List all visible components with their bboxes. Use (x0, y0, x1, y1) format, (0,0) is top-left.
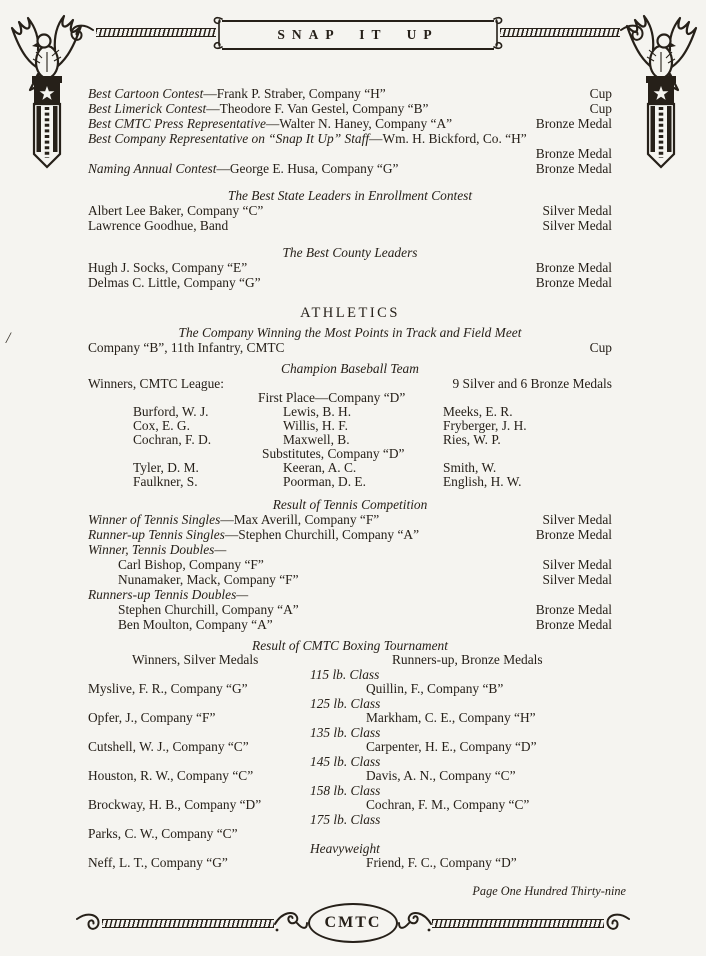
award-row (88, 131, 612, 146)
leader-name: Delmas C. Little, Company “G” (88, 275, 261, 290)
leader-row (88, 260, 612, 275)
footer-scroll-right-icon (398, 908, 432, 938)
player-name: Keeran, A. C. (283, 460, 357, 475)
footer-curl-right-icon (604, 911, 630, 935)
rope-curl-right-icon (620, 22, 646, 46)
tennis-category: Winner, Tennis Doubles— (88, 542, 227, 557)
baseball-player-row (88, 405, 612, 419)
page-content (88, 86, 612, 871)
leader-name: Hugh J. Socks, Company “E” (88, 260, 248, 275)
boxing-result-row (88, 798, 612, 812)
page-number: Page One Hundred Thirty-nine (472, 884, 626, 898)
tennis-medal: Silver Medal (542, 557, 612, 572)
tennis-player: Nunamaker, Mack, Company “F” (118, 572, 299, 587)
rope-rule-right (500, 28, 620, 37)
player-name: Lewis, B. H. (283, 404, 352, 419)
award-title: Best Cartoon Contest (88, 86, 204, 101)
tennis-player: Stephen Churchill, Company “A” (118, 602, 299, 617)
section-heading-state-leaders: The Best State Leaders in Enrollment Contest (227, 188, 473, 203)
award-row (88, 161, 612, 176)
boxing-result-row (88, 682, 612, 696)
award-title: Best Limerick Contest (88, 101, 207, 116)
boxing-class-label: 125 lb. Class (310, 696, 381, 711)
boxing-winner: Opfer, J., Company “F” (88, 710, 216, 725)
section-heading-athletics: ATHLETICS (300, 305, 400, 321)
player-name: Fryberger, J. H. (443, 418, 527, 433)
award-text (88, 101, 590, 116)
boxing-result-row (88, 740, 612, 754)
baseball-league-row (88, 376, 612, 391)
boxing-class-label: 135 lb. Class (310, 725, 381, 740)
baseball-player-row (88, 461, 612, 475)
page-title: SNAP IT UP (277, 27, 439, 42)
player-name: Meeks, E. R. (443, 404, 513, 419)
award-medal-wrap-row (88, 146, 612, 161)
tennis-medal: Bronze Medal (535, 617, 612, 632)
boxing-runner-up: Friend, F. C., Company “D” (366, 855, 517, 870)
award-detail: —Wm. H. Bickford, Co. “H” (369, 131, 527, 146)
boxing-winner: Parks, C. W., Company “C” (88, 826, 238, 841)
footer-scroll-left-icon (274, 908, 308, 938)
award-text (88, 131, 612, 146)
leader-medal: Silver Medal (542, 203, 612, 218)
boxing-column-labels (88, 653, 612, 667)
tennis-medal: Bronze Medal (535, 527, 612, 542)
player-name: Cox, E. G. (133, 418, 190, 433)
player-name: Willis, H. F. (283, 418, 348, 433)
award-medal: Cup (589, 86, 612, 101)
baseball-player-row (88, 433, 612, 447)
heading-boxing: Result of CMTC Boxing Tournament (252, 638, 448, 653)
baseball-player-row (88, 419, 612, 433)
tennis-row (88, 512, 612, 527)
boxing-result-row (88, 769, 612, 783)
leader-medal: Bronze Medal (535, 275, 612, 290)
leader-row (88, 218, 612, 233)
award-title: Naming Annual Contest (88, 161, 217, 176)
leader-name: Lawrence Goodhue, Band (88, 218, 229, 233)
leader-row (88, 275, 612, 290)
page-title-banner (222, 20, 494, 50)
tennis-player: Carl Bishop, Company “F” (118, 557, 264, 572)
player-name: Smith, W. (443, 460, 497, 475)
boxing-runner-up: Quillin, F., Company “B” (366, 681, 504, 696)
tennis-medal: Bronze Medal (535, 602, 612, 617)
spacer (88, 146, 536, 161)
boxing-runner-up: Carpenter, H. E., Company “D” (366, 739, 537, 754)
footer-rope-right (432, 919, 604, 928)
boxing-runner-up: Markham, C. E., Company “H” (366, 710, 536, 725)
boxing-winners-label: Winners, Silver Medals (132, 652, 259, 667)
player-name: Cochran, F. D. (133, 432, 212, 447)
boxing-winner: Cutshell, W. J., Company “C” (88, 739, 249, 754)
tennis-player: Ben Moulton, Company “A” (118, 617, 273, 632)
award-medal: Bronze Medal (535, 161, 612, 176)
tennis-row (88, 572, 612, 587)
cmtc-badge (308, 903, 398, 943)
tennis-category: Runners-up Tennis Doubles— (88, 587, 249, 602)
award-medal: Cup (589, 101, 612, 116)
player-name: Poorman, D. E. (283, 474, 366, 489)
award-detail: —Frank P. Straber, Company “H” (203, 86, 386, 101)
footer-curl-left-icon (76, 911, 102, 935)
boxing-winner: Brockway, H. B., Company “D” (88, 797, 262, 812)
tennis-player: —Max Averill, Company “F” (220, 512, 380, 527)
baseball-player-row (88, 475, 612, 489)
boxing-runners-label: Runners-up, Bronze Medals (392, 652, 543, 667)
boxing-class-label: 158 lb. Class (310, 783, 381, 798)
award-row (88, 101, 612, 116)
award-row (88, 116, 612, 131)
boxing-runner-up (366, 827, 612, 841)
tennis-player: —Stephen Churchill, Company “A” (224, 527, 420, 542)
tennis-row (88, 587, 612, 602)
boxing-runner-up: Davis, A. N., Company “C” (366, 768, 516, 783)
boxing-winner: Neff, L. T., Company “G” (88, 855, 228, 870)
track-winner-row (88, 340, 612, 355)
award-title: Best CMTC Press Representative (88, 116, 266, 131)
leader-name: Albert Lee Baker, Company “C” (88, 203, 264, 218)
track-medal: Cup (589, 340, 612, 355)
league-award: 9 Silver and 6 Bronze Medals (452, 376, 612, 391)
tennis-row (88, 602, 612, 617)
tennis-text (88, 542, 612, 557)
boxing-class-label: 115 lb. Class (310, 667, 380, 682)
boxing-result-row (88, 827, 612, 841)
section-heading-county-leaders: The Best County Leaders (282, 245, 418, 260)
award-detail: —Theodore F. Van Gestel, Company “B” (206, 101, 429, 116)
league-label: Winners, CMTC League: (88, 376, 224, 391)
award-detail: —George E. Husa, Company “G” (216, 161, 399, 176)
award-row (88, 86, 612, 101)
boxing-class-label: 145 lb. Class (310, 754, 381, 769)
rope-curl-left-icon (68, 22, 94, 46)
footer-rope-left (102, 919, 274, 928)
tennis-medal: Silver Medal (542, 512, 612, 527)
boxing-result-row (88, 711, 612, 725)
award-medal: Bronze Medal (535, 116, 612, 131)
tennis-text (88, 527, 536, 542)
player-name: Ries, W. P. (443, 432, 501, 447)
heading-track-field: The Company Winning the Most Points in Track and Field Meet (178, 325, 522, 340)
tennis-medal: Silver Medal (542, 572, 612, 587)
boxing-result-row (88, 856, 612, 870)
tennis-category: Winner of Tennis Singles (88, 512, 221, 527)
award-detail: —Walter N. Haney, Company “A” (265, 116, 453, 131)
tennis-row (88, 617, 612, 632)
leader-row (88, 203, 612, 218)
tennis-row (88, 527, 612, 542)
track-winner: Company “B”, 11th Infantry, CMTC (88, 340, 285, 355)
heading-baseball: Champion Baseball Team (281, 361, 419, 376)
rope-rule-left (96, 28, 216, 37)
leader-medal: Silver Medal (542, 218, 612, 233)
award-title: Best Company Representative on “Snap It Up” Staff (88, 131, 370, 146)
tennis-row (88, 542, 612, 557)
player-name: English, H. W. (443, 474, 522, 489)
leader-medal: Bronze Medal (535, 260, 612, 275)
award-text (88, 86, 590, 101)
boxing-runner-up: Cochran, F. M., Company “C” (366, 797, 530, 812)
tennis-row (88, 557, 612, 572)
heading-tennis: Result of Tennis Competition (272, 497, 428, 512)
baseball-substitutes-label: Substitutes, Company “D” (262, 446, 405, 461)
boxing-winner: Houston, R. W., Company “C” (88, 768, 254, 783)
baseball-first-place-label: First Place—Company “D” (258, 390, 406, 405)
award-text (88, 161, 536, 176)
boxing-class-label: Heavyweight (310, 841, 380, 856)
stray-margin-mark: / (6, 330, 11, 347)
footer-ornament (50, 903, 656, 943)
player-name: Faulkner, S. (133, 474, 198, 489)
tennis-category: Runner-up Tennis Singles (88, 527, 225, 542)
cmtc-badge-text: CMTC (324, 914, 382, 931)
boxing-class-label: 175 lb. Class (310, 812, 381, 827)
tennis-text (88, 587, 612, 602)
award-medal: Bronze Medal (535, 146, 612, 161)
tennis-text (88, 512, 542, 527)
award-text (88, 116, 536, 131)
player-name: Burford, W. J. (133, 404, 209, 419)
boxing-winner: Myslive, F. R., Company “G” (88, 681, 248, 696)
player-name: Maxwell, B. (283, 432, 350, 447)
player-name: Tyler, D. M. (133, 460, 199, 475)
